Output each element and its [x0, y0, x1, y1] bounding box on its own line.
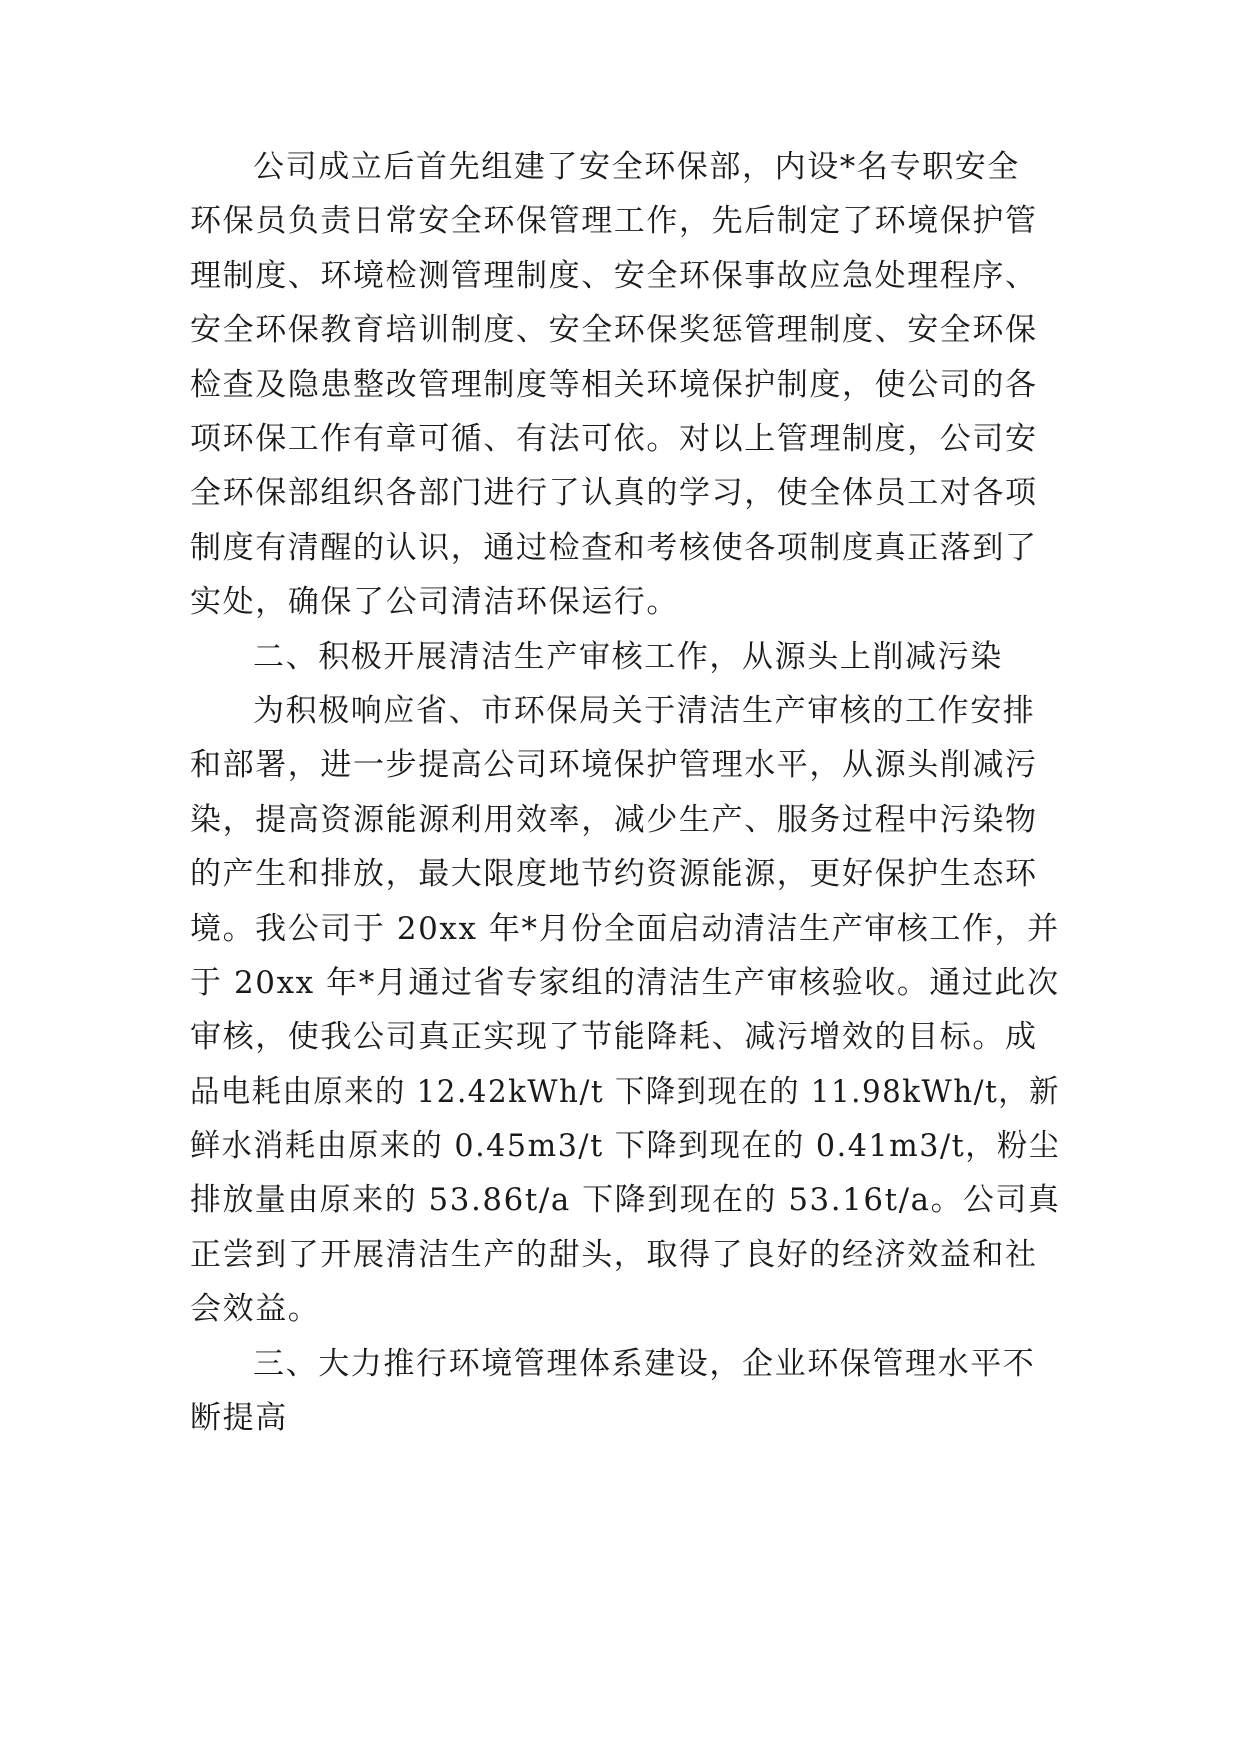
text-line: 品电耗由原来的 12.42kWh/t 下降到现在的 11.98kWh/t，新 [190, 1074, 1060, 1110]
text-line: 制度有清醒的认识，通过检查和考核使各项制度真正落到了 [190, 530, 1038, 566]
text-line: 境。我公司于 20xx 年*月份全面启动清洁生产审核工作，并 [190, 911, 1060, 947]
text-line: 实处，确保了公司清洁环保运行。 [190, 584, 679, 620]
text-line: 环保员负责日常安全环保管理工作，先后制定了环境保护管 [190, 203, 1038, 239]
text-line: 和部署，进一步提高公司环境保护管理水平，从源头削减污 [190, 747, 1038, 783]
text-line: 项环保工作有章可循、有法可依。对以上管理制度，公司安 [190, 421, 1038, 457]
text-line: 安全环保教育培训制度、安全环保奖惩管理制度、安全环保 [190, 312, 1038, 348]
section-heading: 二、积极开展清洁生产审核工作，从源头上削减污染 [253, 639, 1003, 675]
text-line: 的产生和排放，最大限度地节约资源能源，更好保护生态环 [190, 856, 1038, 892]
text-line: 排放量由原来的 53.86t/a 下降到现在的 53.16t/a。公司真 [190, 1182, 1061, 1218]
text-line: 为积极响应省、市环保局关于清洁生产审核的工作安排 [253, 693, 1036, 729]
text-line: 会效益。 [190, 1291, 321, 1327]
text-line: 染，提高资源能源利用效率，减少生产、服务过程中污染物 [190, 802, 1038, 838]
section-heading: 三、大力推行环境管理体系建设，企业环保管理水平不 [253, 1346, 1036, 1382]
text-line: 鲜水消耗由原来的 0.45m3/t 下降到现在的 0.41m3/t，粉尘 [190, 1128, 1061, 1164]
text-line: 审核，使我公司真正实现了节能降耗、减污增效的目标。成 [190, 1019, 1038, 1055]
text-line: 理制度、环境检测管理制度、安全环保事故应急处理程序、 [190, 258, 1038, 294]
text-line: 于 20xx 年*月通过省专家组的清洁生产审核验收。通过此次 [190, 965, 1060, 1001]
section-heading-continued: 断提高 [190, 1400, 288, 1436]
text-line: 检查及隐患整改管理制度等相关环境保护制度，使公司的各 [190, 367, 1038, 403]
text-line: 公司成立后首先组建了安全环保部，内设*名专职安全 [253, 149, 1020, 185]
text-line: 全环保部组织各部门进行了认真的学习，使全体员工对各项 [190, 475, 1038, 511]
text-line: 正尝到了开展清洁生产的甜头，取得了良好的经济效益和社 [190, 1237, 1038, 1273]
